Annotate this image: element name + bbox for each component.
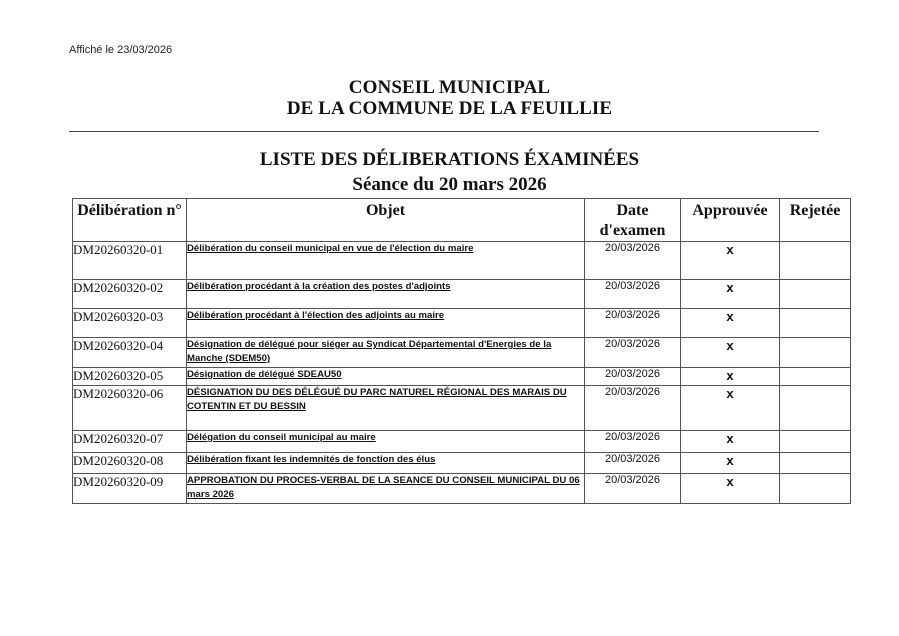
row-number: DM20260320-01 [73,242,187,280]
row-date: 20/03/2026 [585,386,681,431]
row-date: 20/03/2026 [585,309,681,338]
row-date: 20/03/2026 [585,474,681,504]
table-header-row [73,199,851,242]
table-row [73,453,851,474]
row-number: DM20260320-02 [73,280,187,309]
row-rejetee [780,431,851,453]
row-objet: APPROBATION DU PROCES-VERBAL DE LA SEANCE DU CONSEIL MUNICIPAL DU 06 mars 2026 [187,474,585,504]
row-date: 20/03/2026 [585,368,681,386]
header-deliberation: Délibération n° [73,199,187,242]
row-rejetee [780,280,851,309]
row-date: 20/03/2026 [585,431,681,453]
row-approuvee: x [681,368,780,386]
row-date: 20/03/2026 [585,453,681,474]
row-rejetee [780,242,851,280]
list-title: LISTE DES DÉLIBERATIONS ÉXAMINÉES [259,149,640,170]
header-objet: Objet [187,199,585,242]
row-rejetee [780,368,851,386]
row-rejetee [780,386,851,431]
row-approuvee: x [681,474,780,504]
row-approuvee: x [681,280,780,309]
row-approuvee: x [681,309,780,338]
header-approuvee: Approuvée [681,199,780,242]
commune-title: DE LA COMMUNE DE LA FEUILLIE [286,98,613,119]
header-date: Date d'examen [585,199,681,242]
row-number: DM20260320-05 [73,368,187,386]
row-rejetee [780,453,851,474]
row-objet: Délégation du conseil municipal au maire [187,431,585,453]
row-objet: Désignation de délégué pour siéger au Syndicat Départemental d'Energies de la Manche (SDEM50) [187,338,585,368]
row-rejetee [780,338,851,368]
row-number: DM20260320-04 [73,338,187,368]
row-objet: Délibération procédant à l'élection des adjoints au maire [187,309,585,338]
table-row [73,431,851,453]
affiche-date: Affiché le 23/03/2026 [69,44,173,56]
table-row [73,309,851,338]
row-date: 20/03/2026 [585,242,681,280]
header-rejetee: Rejetée [780,199,851,242]
row-objet: Délibération fixant les indemnités de fonction des élus [187,453,585,474]
row-approuvee: x [681,242,780,280]
row-date: 20/03/2026 [585,338,681,368]
row-objet: DÉSIGNATION DU DES DÉLÉGUÉ DU PARC NATUREL RÉGIONAL DES MARAIS DU COTENTIN ET DU BESSIN [187,386,585,431]
table-row [73,368,851,386]
deliberations-table [72,198,851,504]
row-objet: Délibération procédant à la création des postes d'adjoints [187,280,585,309]
row-approuvee: x [681,338,780,368]
row-objet: Désignation de délégué SDEAU50 [187,368,585,386]
row-number: DM20260320-09 [73,474,187,504]
council-title: CONSEIL MUNICIPAL [348,77,551,98]
row-rejetee [780,309,851,338]
table-row [73,280,851,309]
row-number: DM20260320-06 [73,386,187,431]
row-number: DM20260320-07 [73,431,187,453]
row-number: DM20260320-03 [73,309,187,338]
row-approuvee: x [681,453,780,474]
row-date: 20/03/2026 [585,280,681,309]
row-rejetee [780,474,851,504]
row-approuvee: x [681,431,780,453]
table-row [73,474,851,504]
table-row [73,242,851,280]
divider [69,131,819,132]
row-number: DM20260320-08 [73,453,187,474]
table-row [73,338,851,368]
seance-title: Séance du 20 mars 2026 [352,174,547,195]
table-row [73,386,851,431]
row-objet: Délibération du conseil municipal en vue de l'élection du maire [187,242,585,280]
row-approuvee: x [681,386,780,431]
